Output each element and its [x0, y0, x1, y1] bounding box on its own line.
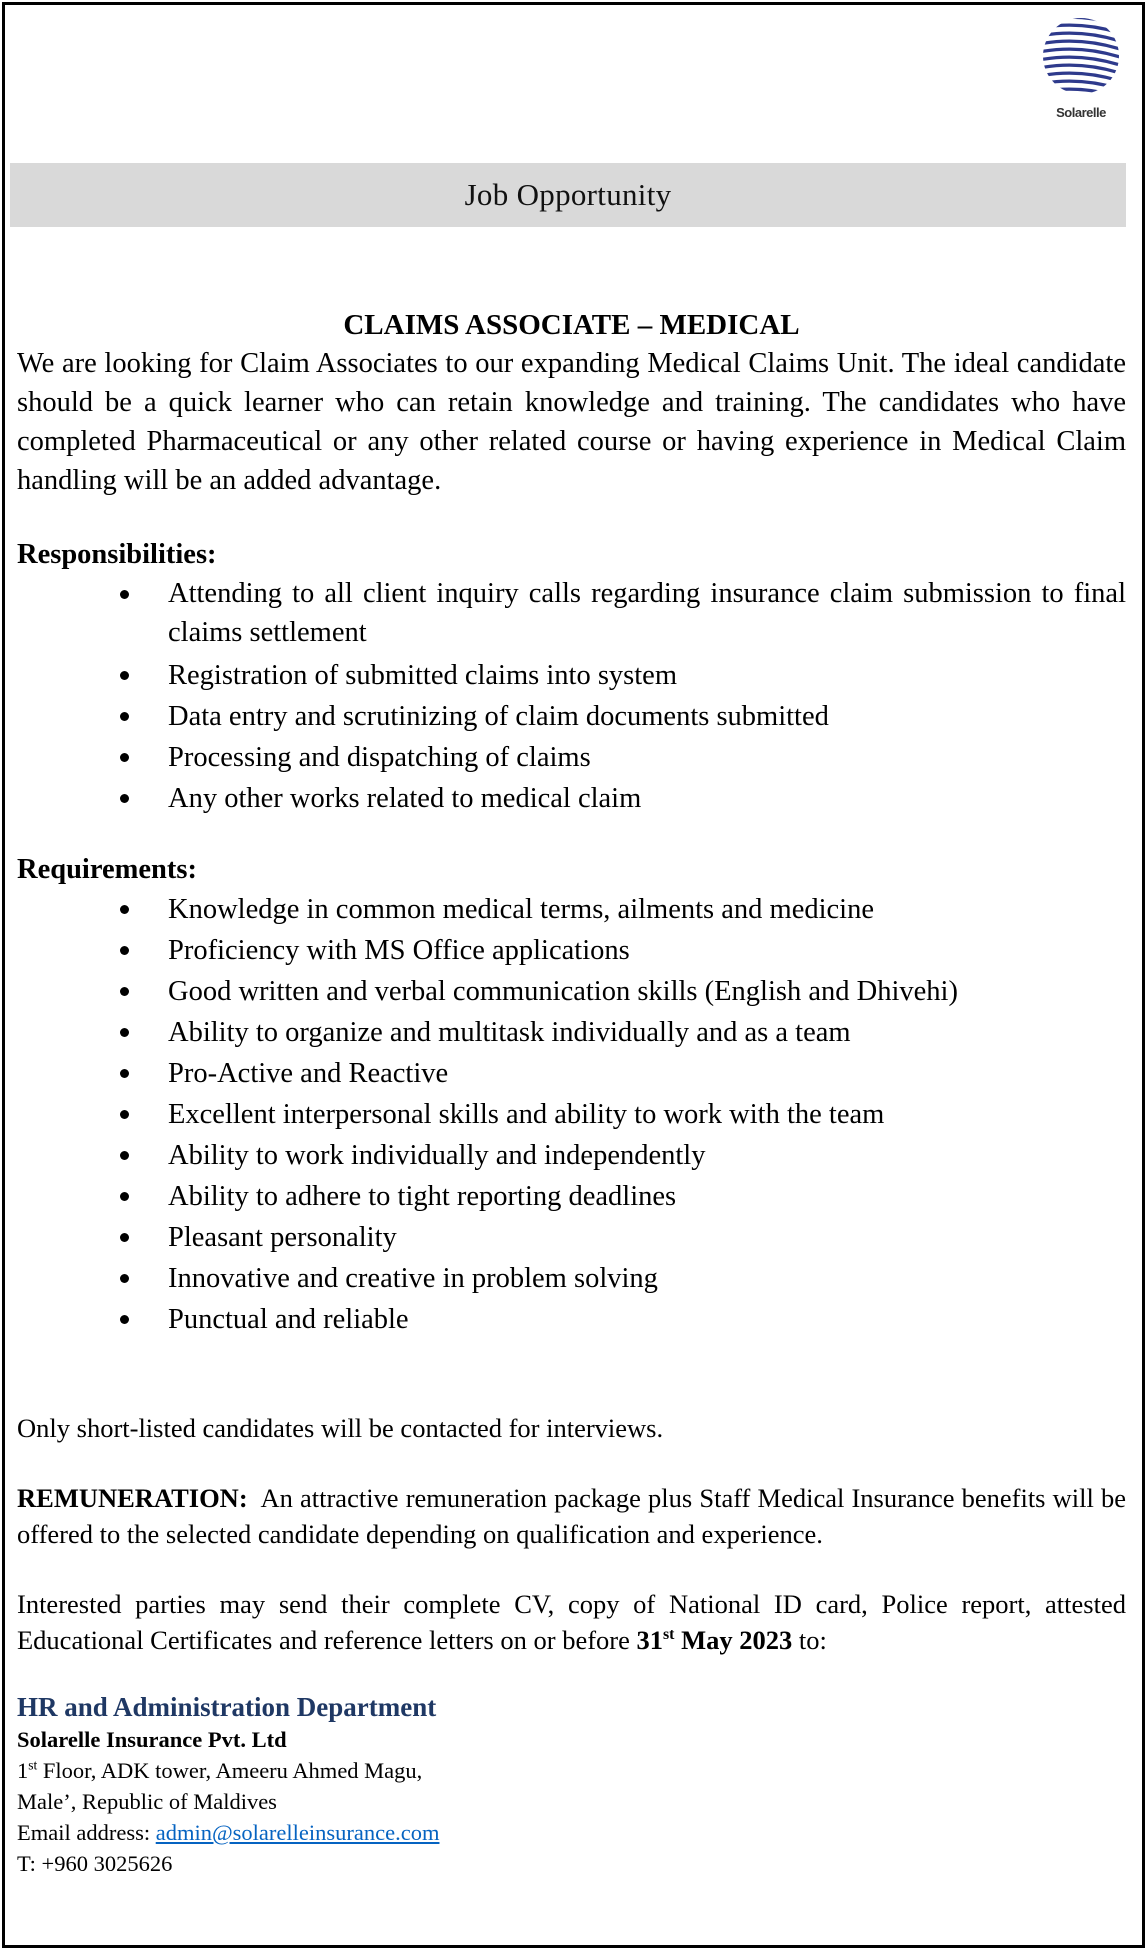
deadline-date: 31st May 2023	[636, 1625, 793, 1655]
department-name: HR and Administration Department	[17, 1692, 437, 1722]
striped-globe-logo-icon	[1035, 10, 1127, 105]
bullet-icon	[120, 1233, 129, 1242]
address-line-1: 1st Floor, ADK tower, Ameeru Ahmed Magu,	[17, 1757, 423, 1783]
bullet-icon	[120, 1151, 129, 1160]
phone-number: T: +960 3025626	[17, 1851, 173, 1876]
list-item: Punctual and reliable	[17, 1299, 1126, 1340]
job-intro: We are looking for Claim Associates to our expanding Medical Claims Unit. The ideal candidate should be a quick learner who can retain knowledge and training. The candidates who have completed Pharmaceutical or any other related course or having experience in Medical Claim handling will be an added advantage.	[17, 348, 1126, 496]
page-title: Job Opportunity	[464, 177, 672, 212]
bullet-icon	[120, 1192, 129, 1201]
bullet-icon	[120, 1110, 129, 1119]
address-line-2: Male’, Republic of Maldives	[17, 1789, 277, 1814]
requirements-heading: Requirements:	[17, 854, 197, 885]
company-name: Solarelle Insurance Pvt. Ltd	[17, 1727, 287, 1752]
list-item: Ability to adhere to tight reporting deadlines	[17, 1176, 1126, 1217]
requirements-list	[17, 889, 1126, 1340]
list-item: Ability to work individually and independently	[17, 1135, 1126, 1176]
email-link[interactable]: admin@solarelleinsurance.com	[155, 1820, 440, 1845]
bullet-icon	[120, 1069, 129, 1078]
list-item: Registration of submitted claims into system	[17, 655, 1126, 696]
remuneration-label: REMUNERATION:	[17, 1483, 248, 1513]
remuneration-text: An attractive remuneration package plus Staff Medical Insurance benefits will be offered to the selected candidate depending on qualification and experience.	[17, 1483, 1126, 1549]
email-line	[17, 1817, 1126, 1848]
bullet-icon	[120, 1274, 129, 1283]
bullet-icon	[120, 987, 129, 996]
bullet-icon	[120, 671, 129, 680]
list-item: Excellent interpersonal skills and ability to work with the team	[17, 1094, 1126, 1135]
company-logo	[1035, 10, 1127, 125]
bullet-icon	[120, 753, 129, 762]
bullet-icon	[120, 946, 129, 955]
list-item: Innovative and creative in problem solving	[17, 1258, 1126, 1299]
application-instructions: Interested parties may send their complete CV, copy of National ID card, Police report, attested Educational Certificates and reference letters on or before 31st May 2023 to:	[17, 1589, 1126, 1655]
bullet-icon	[120, 590, 129, 599]
list-item: Data entry and scrutinizing of claim documents submitted	[17, 696, 1126, 737]
responsibilities-heading: Responsibilities:	[17, 539, 217, 570]
bullet-icon	[120, 1315, 129, 1324]
bullet-icon	[120, 794, 129, 803]
list-item: Pleasant personality	[17, 1217, 1126, 1258]
bullet-icon	[120, 712, 129, 721]
bullet-icon	[120, 905, 129, 914]
job-title: CLAIMS ASSOCIATE – MEDICAL	[343, 309, 800, 341]
bullet-icon	[120, 1028, 129, 1037]
responsibilities-list	[17, 574, 1126, 819]
list-item: Proficiency with MS Office applications	[17, 930, 1126, 971]
list-item: Knowledge in common medical terms, ailments and medicine	[17, 889, 1126, 930]
job-content	[17, 306, 1126, 1879]
list-item: Good written and verbal communication skills (English and Dhivehi)	[17, 971, 1126, 1012]
remuneration-paragraph	[17, 1480, 1126, 1552]
email-label: Email address:	[17, 1820, 156, 1845]
list-item: Processing and dispatching of claims	[17, 737, 1126, 778]
list-item: Ability to organize and multitask individually and as a team	[17, 1012, 1126, 1053]
list-item: Any other works related to medical claim	[17, 778, 1126, 819]
list-item: Pro-Active and Reactive	[17, 1053, 1126, 1094]
shortlist-note: Only short-listed candidates will be contacted for interviews.	[17, 1413, 664, 1443]
list-item: Attending to all client inquiry calls regarding insurance claim submission to final claims settlement	[17, 574, 1126, 655]
logo-wordmark: Solarelle	[1056, 105, 1106, 120]
title-band	[10, 163, 1126, 227]
